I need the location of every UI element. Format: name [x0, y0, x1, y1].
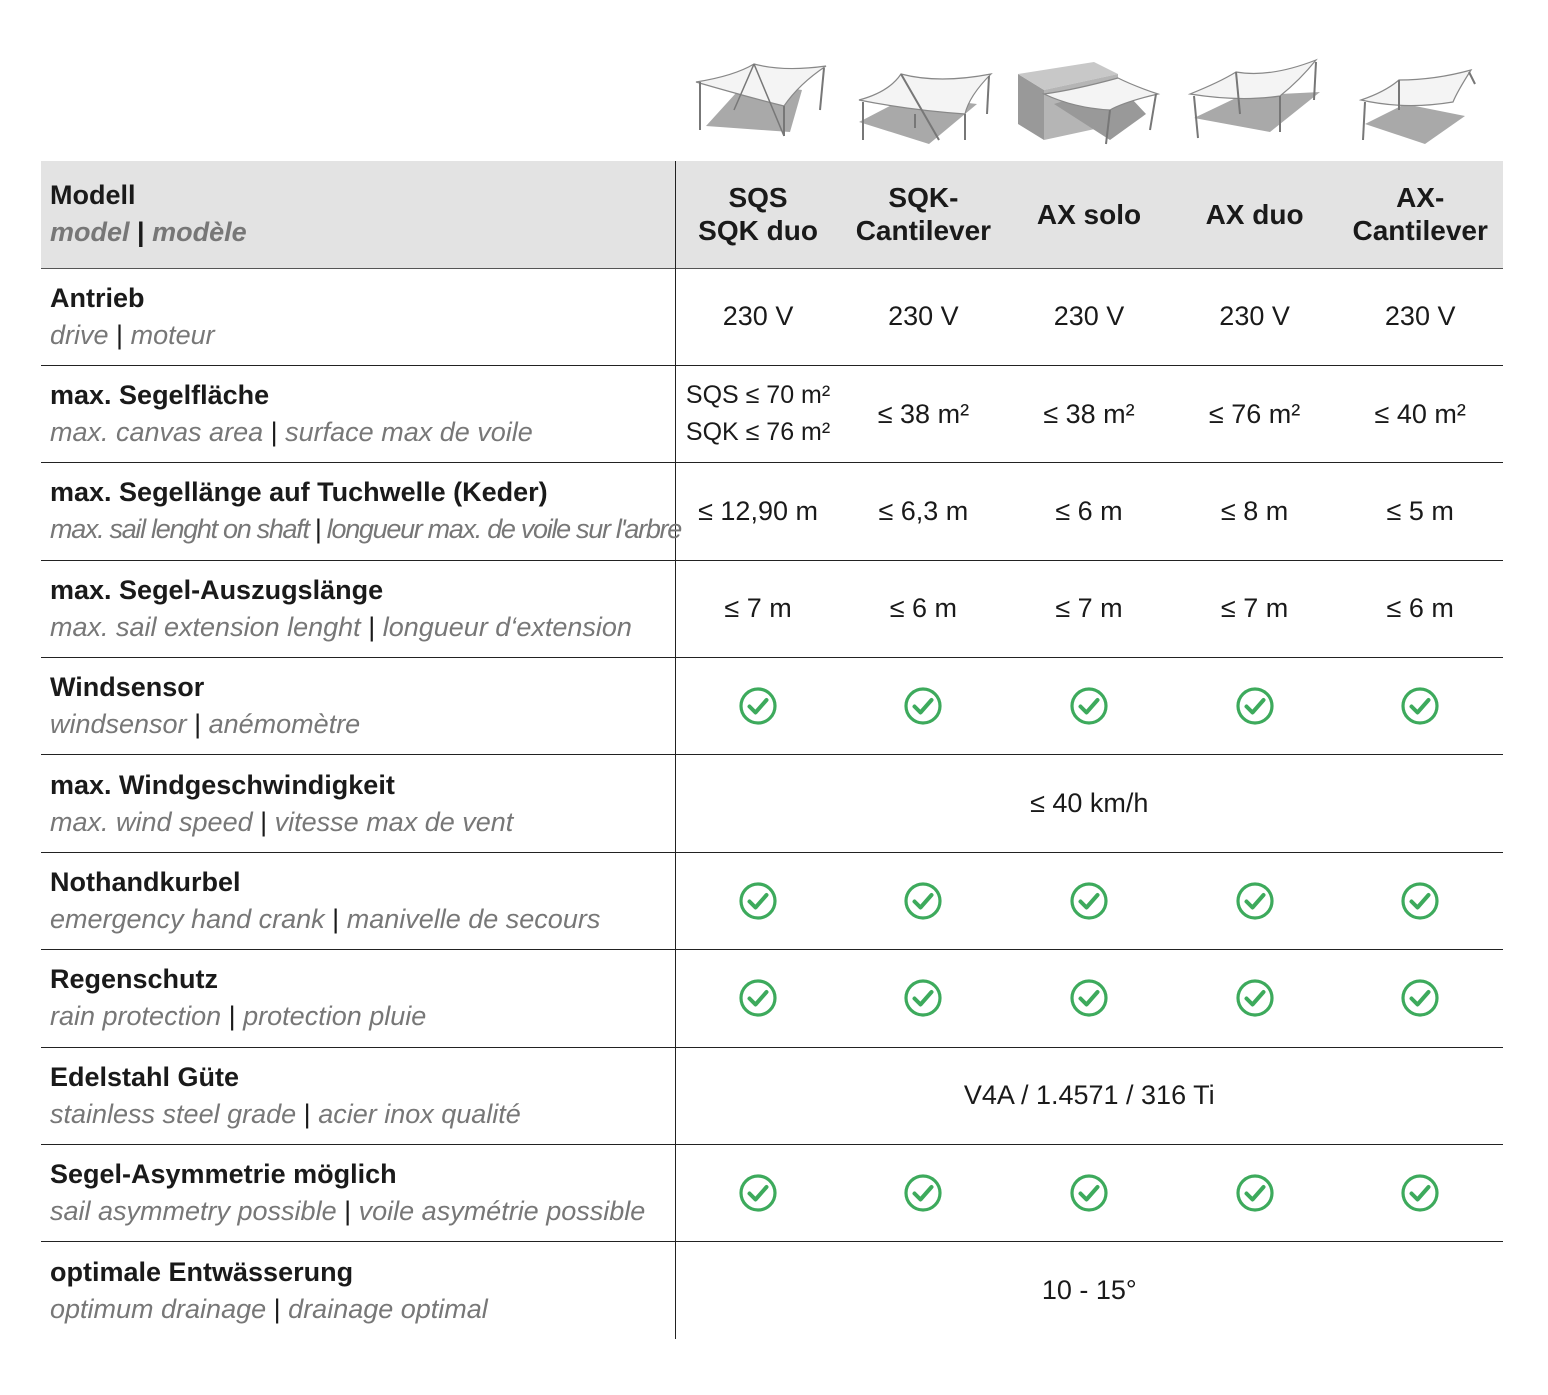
- spec-row: [41, 365, 1503, 462]
- spec-row: [41, 852, 1503, 949]
- sail-shade-double-icon: [1172, 40, 1337, 158]
- row-label-fr: acier inox qualité: [318, 1098, 521, 1129]
- row-value-span: ≤ 40 km/h: [1030, 788, 1149, 819]
- model-header-ax-solo: AX solo: [1036, 198, 1142, 230]
- spec-table: [41, 161, 1503, 1339]
- row-label-cell: [41, 852, 675, 949]
- row-value-check: [1006, 658, 1172, 755]
- row-value-check: [841, 1145, 1007, 1242]
- row-value-span: V4A / 1.4571 / 316 Ti: [963, 1080, 1215, 1111]
- row-label-cell: [41, 755, 675, 852]
- row-value: ≤ 6 m: [1386, 593, 1454, 624]
- model-header-ax-duo: AX duo: [1205, 198, 1304, 230]
- separator: |: [332, 904, 340, 935]
- row-label-de: optimale Entwässerung: [50, 1256, 354, 1287]
- row-label-translations: [50, 510, 681, 548]
- spec-row: [41, 755, 1503, 852]
- check-icon: [903, 978, 943, 1018]
- row-value: 230 V: [1384, 301, 1456, 332]
- row-label-en: windsensor: [50, 709, 187, 740]
- row-value: [675, 365, 841, 462]
- row-value: ≤ 12,90 m: [698, 495, 818, 526]
- check-icon: [738, 1173, 778, 1213]
- row-value: ≤ 5 m: [1386, 495, 1454, 526]
- sail-shade-cantilever-icon: [841, 40, 1006, 158]
- header-row: [41, 161, 1503, 268]
- check-icon: [1400, 978, 1440, 1018]
- model-header-sqk-cantilever: SQK- Cantilever: [855, 182, 992, 247]
- row-label-translations: [50, 316, 675, 354]
- check-icon: [903, 686, 943, 726]
- row-value-check: [1337, 950, 1503, 1047]
- spec-row: [41, 950, 1503, 1047]
- row-label-de: Edelstahl Güte: [50, 1061, 240, 1092]
- separator: |: [344, 1196, 352, 1227]
- header-label-en: model: [50, 217, 130, 248]
- model-header-ax-cantilever: AX- Cantilever: [1352, 182, 1488, 247]
- check-icon: [738, 881, 778, 921]
- row-label-en: drive: [50, 319, 109, 350]
- row-value-check: [675, 950, 841, 1047]
- separator: |: [273, 1293, 281, 1324]
- check-icon: [738, 978, 778, 1018]
- separator: |: [270, 417, 278, 448]
- row-label-de: Windsensor: [50, 672, 205, 703]
- row-value-check: [1172, 852, 1338, 949]
- row-value: ≤ 6,3 m: [878, 495, 969, 526]
- spec-row: [41, 658, 1503, 755]
- check-icon: [1235, 686, 1275, 726]
- check-icon: [903, 1173, 943, 1213]
- separator: |: [368, 611, 376, 642]
- check-icon: [1069, 686, 1109, 726]
- separator: |: [303, 1098, 311, 1129]
- check-icon: [1235, 1173, 1275, 1213]
- row-value-check: [1006, 950, 1172, 1047]
- row-label-en: emergency hand crank: [50, 904, 325, 935]
- row-label-translations: [50, 608, 675, 646]
- row-label-cell: [41, 560, 675, 657]
- row-value: ≤ 6 m: [889, 593, 958, 624]
- check-icon: [1400, 881, 1440, 921]
- spec-row: [41, 1145, 1503, 1242]
- row-value-check: [1337, 1145, 1503, 1242]
- row-value: ≤ 40 m²: [1374, 398, 1466, 429]
- row-value-check: [1006, 852, 1172, 949]
- row-value: ≤ 6 m: [1055, 495, 1123, 526]
- row-label-fr: moteur: [130, 319, 215, 350]
- row-value-check: [675, 658, 841, 755]
- row-label-fr: longueur max. de voile sur l'arbre: [326, 514, 681, 545]
- row-value-check: [1006, 1145, 1172, 1242]
- row-label-fr: anémomètre: [208, 709, 361, 740]
- row-value: ≤ 7 m: [1055, 593, 1123, 624]
- row-label-cell: [41, 463, 681, 560]
- row-label-translations: [50, 1192, 675, 1230]
- row-value: ≤ 7 m: [724, 593, 792, 624]
- row-label-translations: [50, 1290, 675, 1328]
- row-label-translations: [50, 705, 675, 743]
- spec-row: [41, 1047, 1503, 1144]
- row-label-translations: [50, 413, 675, 451]
- check-icon: [1069, 1173, 1109, 1213]
- row-label-cell: [41, 1047, 675, 1144]
- row-label-de: max. Segellänge auf Tuchwelle (Keder): [50, 477, 548, 508]
- row-label-fr: longueur d‘extension: [382, 611, 632, 642]
- row-label-en: rain protection: [50, 1001, 222, 1032]
- spec-row: [41, 268, 1503, 365]
- row-value: ≤ 38 m²: [1043, 398, 1135, 429]
- separator: |: [260, 806, 268, 837]
- row-value-check: [1337, 658, 1503, 755]
- row-value-check: [841, 658, 1007, 755]
- check-icon: [738, 686, 778, 726]
- model-header-sqs-sqk-duo: SQS SQK duo: [698, 182, 818, 247]
- row-label-fr: drainage optimal: [288, 1293, 488, 1324]
- row-label-de: Antrieb: [50, 282, 145, 313]
- row-label-cell: [41, 950, 675, 1047]
- row-label-en: max. canvas area: [50, 417, 264, 448]
- row-value-check: [1172, 658, 1338, 755]
- check-icon: [1400, 1173, 1440, 1213]
- check-icon: [1235, 978, 1275, 1018]
- separator: |: [228, 1001, 236, 1032]
- row-value-check: [1172, 950, 1338, 1047]
- row-value-check: [1172, 1145, 1338, 1242]
- row-value: 230 V: [888, 301, 959, 332]
- row-value-check: [1337, 852, 1503, 949]
- row-value-check: [841, 852, 1007, 949]
- row-label-fr: voile asymétrie possible: [358, 1196, 646, 1227]
- row-label-cell: [41, 1145, 675, 1242]
- row-label-en: max. wind speed: [50, 806, 253, 837]
- row-value-check: [841, 950, 1007, 1047]
- row-value-check: [675, 1145, 841, 1242]
- row-label-translations: [50, 900, 675, 938]
- row-value: ≤ 38 m²: [877, 398, 970, 429]
- separator: |: [194, 709, 202, 740]
- row-value: ≤ 8 m: [1220, 495, 1289, 526]
- row-label-fr: manivelle de secours: [346, 904, 601, 935]
- sail-shade-ax-cantilever-icon: [1338, 40, 1503, 158]
- row-label-en: optimum drainage: [50, 1293, 267, 1324]
- separator: |: [314, 514, 321, 545]
- check-icon: [903, 881, 943, 921]
- row-value-check: [675, 852, 841, 949]
- header-label-translations: [50, 213, 675, 251]
- row-label-fr: vitesse max de vent: [274, 806, 514, 837]
- check-icon: [1069, 881, 1109, 921]
- row-label-en: max. sail lenght on shaft: [50, 514, 309, 545]
- row-label-fr: surface max de voile: [285, 417, 533, 448]
- header-label-de: Modell: [50, 180, 136, 211]
- row-value: ≤ 76 m²: [1208, 398, 1301, 429]
- row-label-fr: protection pluie: [243, 1001, 427, 1032]
- row-label-en: stainless steel grade: [50, 1098, 297, 1129]
- row-label-de: max. Segelfläche: [50, 380, 270, 411]
- row-value-span: 10 - 15°: [1041, 1275, 1137, 1306]
- row-label-de: Regenschutz: [50, 964, 219, 995]
- product-illustrations: [676, 40, 1503, 158]
- header-label-fr: modèle: [152, 217, 247, 248]
- row-label-en: sail asymmetry possible: [50, 1196, 337, 1227]
- row-value-line: SQK ≤ 76 m²: [685, 418, 831, 447]
- row-label-en: max. sail extension lenght: [50, 611, 361, 642]
- row-value: 230 V: [722, 301, 794, 332]
- check-icon: [1235, 881, 1275, 921]
- row-label-de: max. Segel-Auszugslänge: [50, 574, 384, 605]
- row-value-line: SQS ≤ 70 m²: [685, 381, 831, 410]
- row-value: 230 V: [1053, 301, 1125, 332]
- row-label-translations: [50, 1095, 675, 1133]
- row-label-cell: [41, 268, 675, 365]
- row-label-translations: [50, 997, 675, 1035]
- separator: |: [116, 319, 124, 350]
- row-label-cell: [41, 658, 675, 755]
- sail-shade-square-icon: [676, 40, 841, 158]
- row-label-translations: [50, 803, 675, 841]
- row-label-de: Nothandkurbel: [50, 867, 241, 898]
- spec-row: [41, 463, 1503, 560]
- row-label-de: Segel-Asymmetrie möglich: [50, 1159, 397, 1190]
- spec-row: [41, 560, 1503, 657]
- row-label-cell: [41, 365, 675, 462]
- row-value: ≤ 7 m: [1220, 593, 1289, 624]
- spec-table-body: [41, 268, 1503, 1339]
- header-label-cell: [41, 161, 675, 268]
- sail-shade-wall-mounted-icon: [1007, 40, 1172, 158]
- separator: |: [137, 217, 145, 248]
- row-value: 230 V: [1219, 301, 1290, 332]
- row-label-cell: [41, 1242, 675, 1339]
- check-icon: [1400, 686, 1440, 726]
- row-label-de: max. Windgeschwindigkeit: [50, 769, 395, 800]
- check-icon: [1069, 978, 1109, 1018]
- spec-row: [41, 1242, 1503, 1339]
